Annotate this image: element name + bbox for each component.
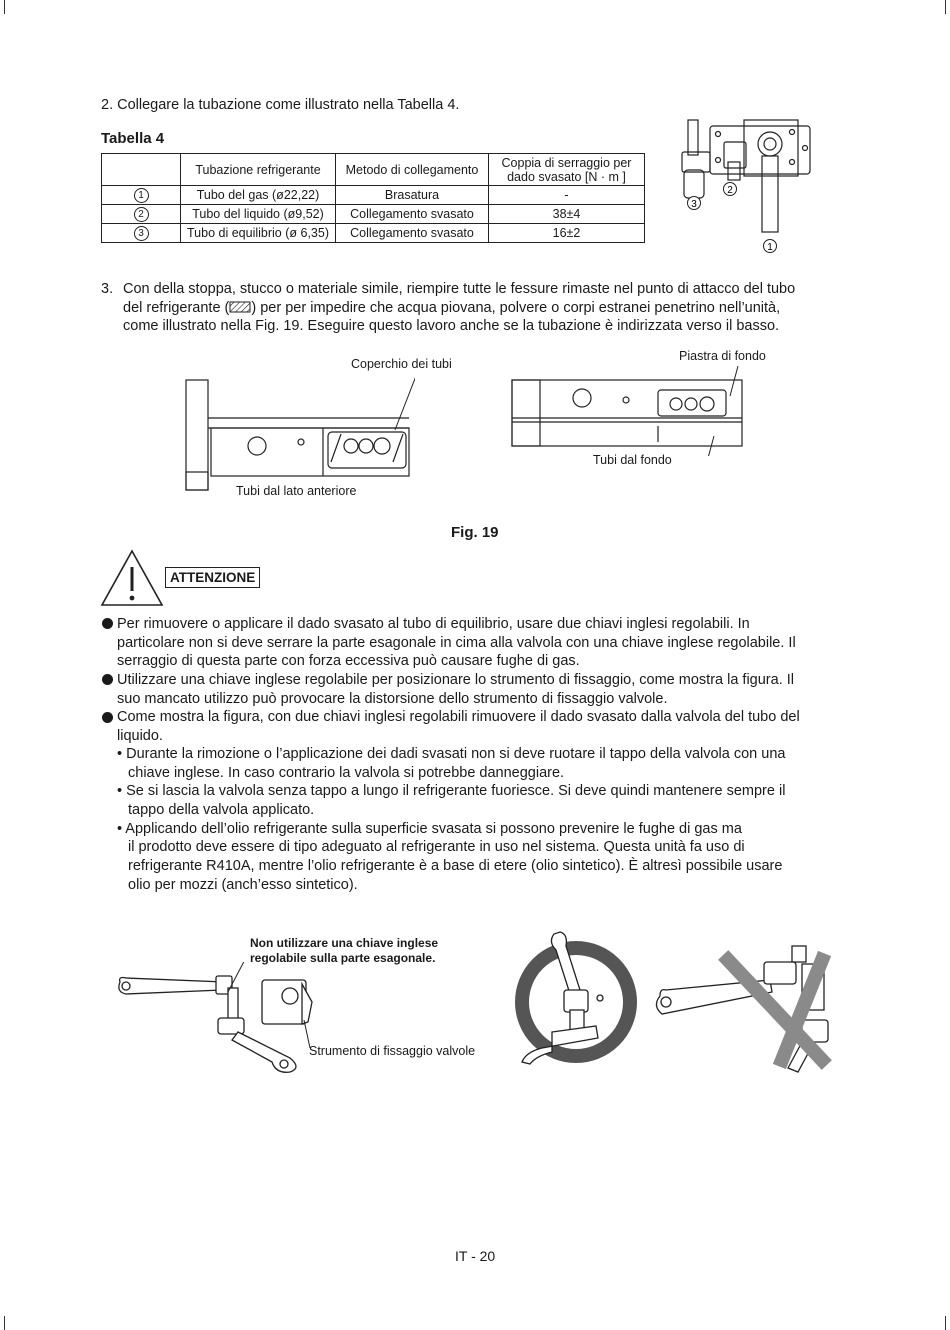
cell-torque: 16±2 [489, 224, 645, 243]
table-title: Tabella 4 [101, 130, 165, 147]
table-corner-cell [102, 154, 181, 186]
caution-label: ATTENZIONE [165, 567, 260, 588]
warning-triangle-icon [100, 549, 164, 607]
svg-text:1: 1 [767, 242, 773, 253]
cell-pipe: Tubo di equilibrio (ø 6,35) [181, 224, 336, 243]
circled-wrench-illustration [512, 928, 637, 1068]
svg-text:3: 3 [691, 199, 697, 210]
cell-method: Brasatura [336, 186, 489, 205]
bullet-3-line-1: Come mostra la figura, con due chiavi inglesi regolabili rimuovere il dado svasato dalla valvola del tubo del [117, 709, 800, 725]
wrench-warning-line-1: Non utilizzare una chiave inglese [250, 936, 439, 950]
valve-label-1 [764, 240, 777, 254]
svg-text:2: 2 [727, 185, 733, 196]
crop-mark [4, 0, 13, 14]
table-row [102, 224, 645, 243]
row-number: 1 [134, 188, 149, 203]
cell-method: Collegamento svasato [336, 224, 489, 243]
sub-bullet-3-line-1: • Applicando dell’olio refrigerante sulla superficie svasata si possono prevenire le fughe di gas ma [117, 821, 742, 837]
row-number: 3 [134, 226, 149, 241]
bullet-dot [102, 712, 113, 723]
crop-mark [4, 1316, 13, 1330]
label-valve-tool: Strumento di fissaggio valvole [309, 1044, 476, 1058]
sub-bullet-2-line-2: tappo della valvola applicato. [128, 802, 315, 818]
cell-pipe: Tubo del gas (ø22,22) [181, 186, 336, 205]
hatch-swatch-icon [229, 301, 251, 313]
step-2-text: 2. Collegare la tubazione come illustrato nella Tabella 4. [101, 97, 460, 113]
label-front-pipes: Tubi dal lato anteriore [236, 484, 357, 498]
sub-bullet-1-line-1: • Durante la rimozione o l’applicazione dei dadi svasati non si deve ruotare il tappo della valvola con una [117, 746, 786, 762]
cell-pipe: Tubo del liquido (ø9,52) [181, 205, 336, 224]
table-header-method: Metodo di collegamento [336, 154, 489, 186]
table-header-pipe: Tubazione refrigerante [181, 154, 336, 186]
label-bottom-pipes: Tubi dal fondo [593, 453, 672, 467]
valve-label-2 [724, 183, 737, 197]
cell-torque: - [489, 186, 645, 205]
crop-mark [937, 0, 946, 14]
crop-mark [937, 1316, 946, 1330]
bullet-1-line-3: serraggio di questa parte con forza eccessiva può causare fughe di gas. [117, 653, 580, 669]
cell-method: Collegamento svasato [336, 205, 489, 224]
bullet-1-line-1: Per rimuovere o applicare il dado svasato al tubo di equilibrio, usare due chiavi inglesi regolabili. In [117, 616, 750, 632]
valve-assembly-illustration [672, 112, 822, 254]
sub-bullet-3-line-3: refrigerante R410A, mentre l’olio refrigerante è a base di etere (olio sintetico). È altresì possibile usare [128, 858, 783, 874]
crossed-wrench-illustration [652, 936, 838, 1076]
valve-label-3 [688, 197, 701, 211]
step-3-line-1: Con della stoppa, stucco o materiale simile, riempire tutte le fessure rimaste nel punto di attacco del tubo [123, 281, 796, 297]
step-3-line-2: del refrigerante ( ) per per impedire che acqua piovana, polvere o corpi estranei penetrino nell’unità, [123, 300, 781, 316]
bullet-2-line-1: Utilizzare una chiave inglese regolabile per posizionare lo strumento di fissaggio, come mostra la figura. Il [117, 672, 795, 688]
spec-table [101, 153, 645, 243]
cell-torque: 38±4 [489, 205, 645, 224]
bullet-2-line-2: suo mancato utilizzo può provocare la distorsione dello strumento di fissaggio valvole. [117, 691, 668, 707]
front-pipes-illustration [183, 372, 415, 492]
wrench-warning-line-2: regolabile sulla parte esagonale. [250, 951, 436, 965]
label-base-plate: Piastra di fondo [679, 349, 766, 363]
table-header-torque: Coppia di serraggio per dado svasato [N · m ] [489, 154, 645, 186]
row-number: 2 [134, 207, 149, 222]
step-3-number: 3. [101, 281, 114, 297]
sub-bullet-3-line-2: il prodotto deve essere di tipo adeguato al refrigerante in uso nel sistema. Questa unità fa uso di [128, 839, 745, 855]
bottom-pipes-illustration [508, 366, 746, 456]
sub-bullet-2-line-1: • Se si lascia la valvola senza tappo a lungo il refrigerante fuoriesce. Si deve quindi mantenere sempre il [117, 783, 786, 799]
sub-bullet-1-line-2: chiave inglese. In caso contrario la valvola si potrebbe danneggiare. [128, 765, 565, 781]
fig-19-caption: Fig. 19 [451, 524, 499, 541]
sub-bullet-3-line-4: olio per mozzi (anch’esso sintetico). [128, 877, 358, 893]
table-row [102, 186, 645, 205]
correct-wrench-illustration [112, 962, 332, 1074]
page-number: IT - 20 [455, 1248, 496, 1264]
bullet-3-line-2: liquido. [117, 728, 163, 744]
bullet-dot [102, 674, 113, 685]
label-pipe-cover: Coperchio dei tubi [351, 357, 452, 371]
table-row [102, 205, 645, 224]
bullet-1-line-2: particolare non si deve serrare la parte esagonale in cima alla valvola con una chiave inglese regolabile. Il [117, 635, 796, 651]
bullet-dot [102, 618, 113, 629]
step-3-line-3: come illustrato nella Fig. 19. Eseguire questo lavoro anche se la tubazione è indirizzata verso il basso. [123, 318, 780, 334]
